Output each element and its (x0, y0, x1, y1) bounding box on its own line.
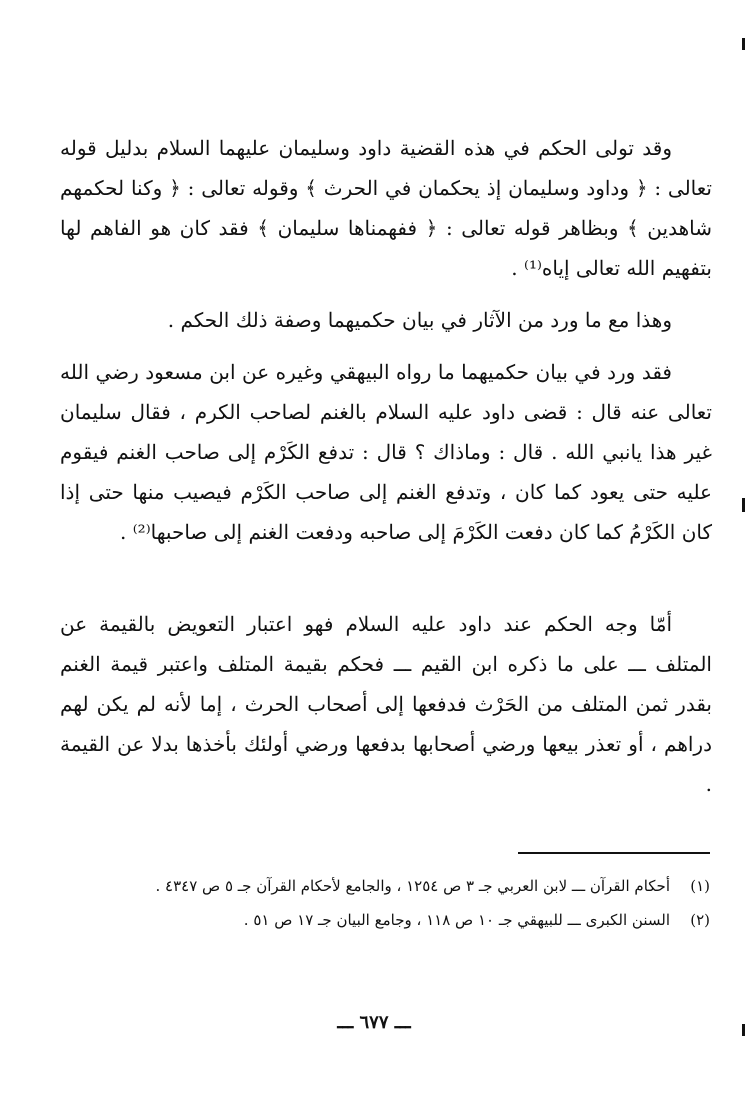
footnote-number: (٢) (690, 911, 710, 929)
paragraph-3-text: فقد ورد في بيان حكميهما ما رواه البيهقي وغيره عن ابن مسعود رضي الله تعالى عنه قال : قضى داود عليه السلام بالغنم لصاحب الكرم ، فقال سليمان غير هذا يانبي الله . قال : وماذاك ؟ قال : تدفع الكَرْم إلى صاحب الغنم فيقوم عليه حتى يعود كما كان ، وتدفع الغنم إلى صاحب الكَرْم فيصيب منها حتى إذا كان الكَرْمُ كما كان دفعت الكَرْمَ إلى صاحبه ودفعت الغنم إلى صاحبها⁽²⁾ . (60, 360, 712, 544)
footnote-2 (80, 906, 710, 934)
paragraph-4 (60, 604, 712, 804)
scan-mark (742, 1024, 745, 1036)
scan-mark (742, 498, 745, 512)
paragraph-1 (60, 128, 712, 288)
paragraph-3 (60, 352, 712, 552)
paragraph-1-text: وقد تولى الحكم في هذه القضية داود وسليمان عليهما السلام بدليل قوله تعالى : ﴿ وداود وسليمان إذ يحكمان في الحرث ﴾ وقوله تعالى : ﴿ وكنا لحكمهم شاهدين ﴾ وبظاهر قوله تعالى : ﴿ ففهمناها سليمان ﴾ فقد كان هو الفاهم لها بتفهيم الله تعالى إياه⁽¹⁾ . (60, 136, 712, 280)
footnotes (80, 872, 710, 940)
paragraph-2-text: وهذا مع ما ورد من الآثار في بيان حكميهما وصفة ذلك الحكم . (167, 308, 672, 332)
footnote-divider (518, 852, 710, 854)
scan-mark (742, 38, 745, 50)
footnote-text: السنن الكبرى ـــ للبيهقي جـ ١٠ ص ١١٨ ، وجامع البيان جـ ١٧ ص ٥١ . (243, 911, 670, 929)
footnote-number: (١) (690, 877, 710, 895)
footnote-1 (80, 872, 710, 900)
page-number: ـــ ٦٧٧ ـــ (337, 1012, 411, 1033)
paragraph-2 (60, 300, 712, 340)
footnote-text: أحكام القرآن ـــ لابن العربي جـ ٣ ص ١٢٥٤ ، والجامع لأحكام القرآن جـ ٥ ص ٤٣٤٧ . (155, 877, 670, 895)
paragraph-4-text: أمّا وجه الحكم عند داود عليه السلام فهو اعتبار التعويض بالقيمة عن المتلف ـــ على ما ذكره ابن القيم ـــ فحكم بقيمة المتلف واعتبر قيمة الغنم بقدر ثمن المتلف من الحَرْث فدفعها إلى أصحاب الحرث ، إما لأنه لم يكن لهم دراهم ، أو تعذر بيعها ورضي أصحابها بدفعها ورضي أولئك بأخذها بدلا عن القيمة . (60, 612, 712, 796)
